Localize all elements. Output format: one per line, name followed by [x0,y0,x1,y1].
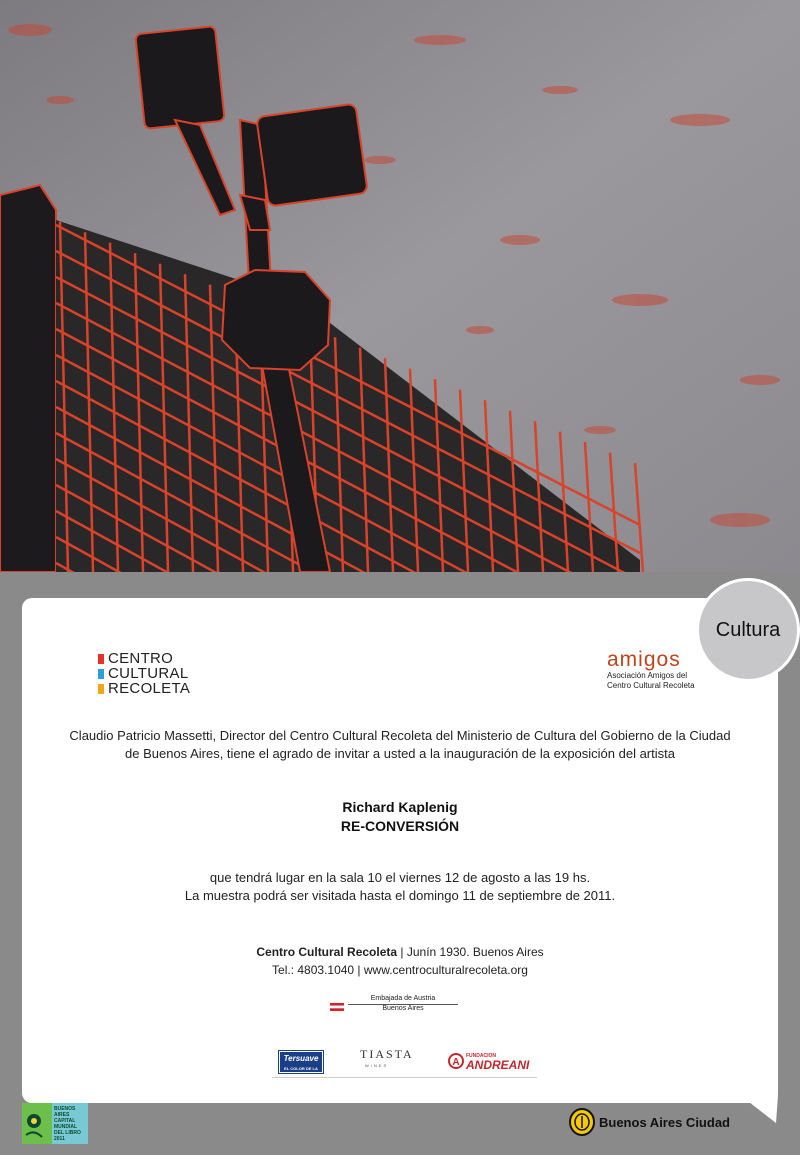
andreani-a-icon [448,1053,464,1069]
cultura-label: Cultura [715,618,781,641]
andreani-logo [448,1053,530,1074]
austria-line-2: Buenos Aires [382,1005,424,1012]
andreani-name: ANDREANI [466,1058,530,1072]
amigos-subtitle-1: Asociación Amigos del [607,671,688,680]
exhibition-title: RE-CONVERSIÓN [340,818,460,834]
amigos-title: amigos [607,648,681,671]
book-capital-text: BUENOS AIRES CAPITAL MUNDIAL DEL LIBRO 2011 [54,1106,81,1142]
andreani-fund: FUNDACION [466,1053,496,1059]
artist-name: Richard Kaplenig [342,799,458,815]
invitation-intro [22,727,778,763]
tersuave-logo [279,1051,323,1076]
intro-line-2: de Buenos Aires, tiene el agrado de invitar a usted a la inauguración de la exposición del artista [125,746,675,761]
capital-mundial-libro-logo [22,1101,88,1146]
blue-square-icon [98,669,104,679]
artwork-painting [0,0,800,572]
event-details [22,869,778,905]
ccr-logo-text-1: CENTRO [108,650,174,667]
venue-address: | Junín 1930. Buenos Aires [397,945,544,959]
venue-address-line [22,943,778,961]
card-tail [740,1095,780,1125]
austria-flag-icon [330,1003,344,1011]
venue-info [22,943,778,979]
ccr-logo-line-1 [98,651,190,666]
tersuave-tagline: EL COLOR DE LA CALIDAD [284,1066,318,1076]
tiasta-sub: WINES [365,1063,389,1068]
sponsor-logos [272,1030,537,1078]
details-line-2: La muestra podrá ser visitada hasta el domingo 11 de septiembre de 2011. [184,888,616,903]
ccr-logo-line-3 [98,681,190,696]
tersuave-name: Tersuave [283,1054,319,1063]
tiasta-logo: TIASTA [360,1047,414,1061]
red-square-icon [98,654,104,664]
ccr-logo-line-2 [98,666,190,681]
austria-line-1: Embajada de Austria [370,995,436,1002]
yellow-square-icon [98,684,104,694]
amigos-logo [607,649,737,691]
ccr-logo-text-2: CULTURAL [108,665,189,682]
ba-ciudad-text: Buenos Aires Ciudad [599,1114,730,1130]
svg-text:A: A [452,1057,460,1068]
ba-seal-icon [569,1108,595,1136]
details-line-1: que tendrá lugar en la sala 10 el viernes 12 de agosto a las 19 hs. [209,870,591,885]
centro-cultural-recoleta-logo [98,651,190,696]
amigos-subtitle-2: Centro Cultural Recoleta [607,681,695,690]
artist-block [22,798,778,836]
ccr-logo-text-3: RECOLETA [108,680,191,697]
venue-name: Centro Cultural Recoleta [256,945,398,959]
buenos-aires-ciudad-logo [569,1108,730,1136]
intro-line-1: Claudio Patricio Massetti, Director del Centro Cultural Recoleta del Ministerio de Cultura del Gobierno de la Ciudad [69,728,731,743]
venue-contact[interactable]: Tel.: 4803.1040 | www.centroculturalrecoleta.org [272,963,528,977]
